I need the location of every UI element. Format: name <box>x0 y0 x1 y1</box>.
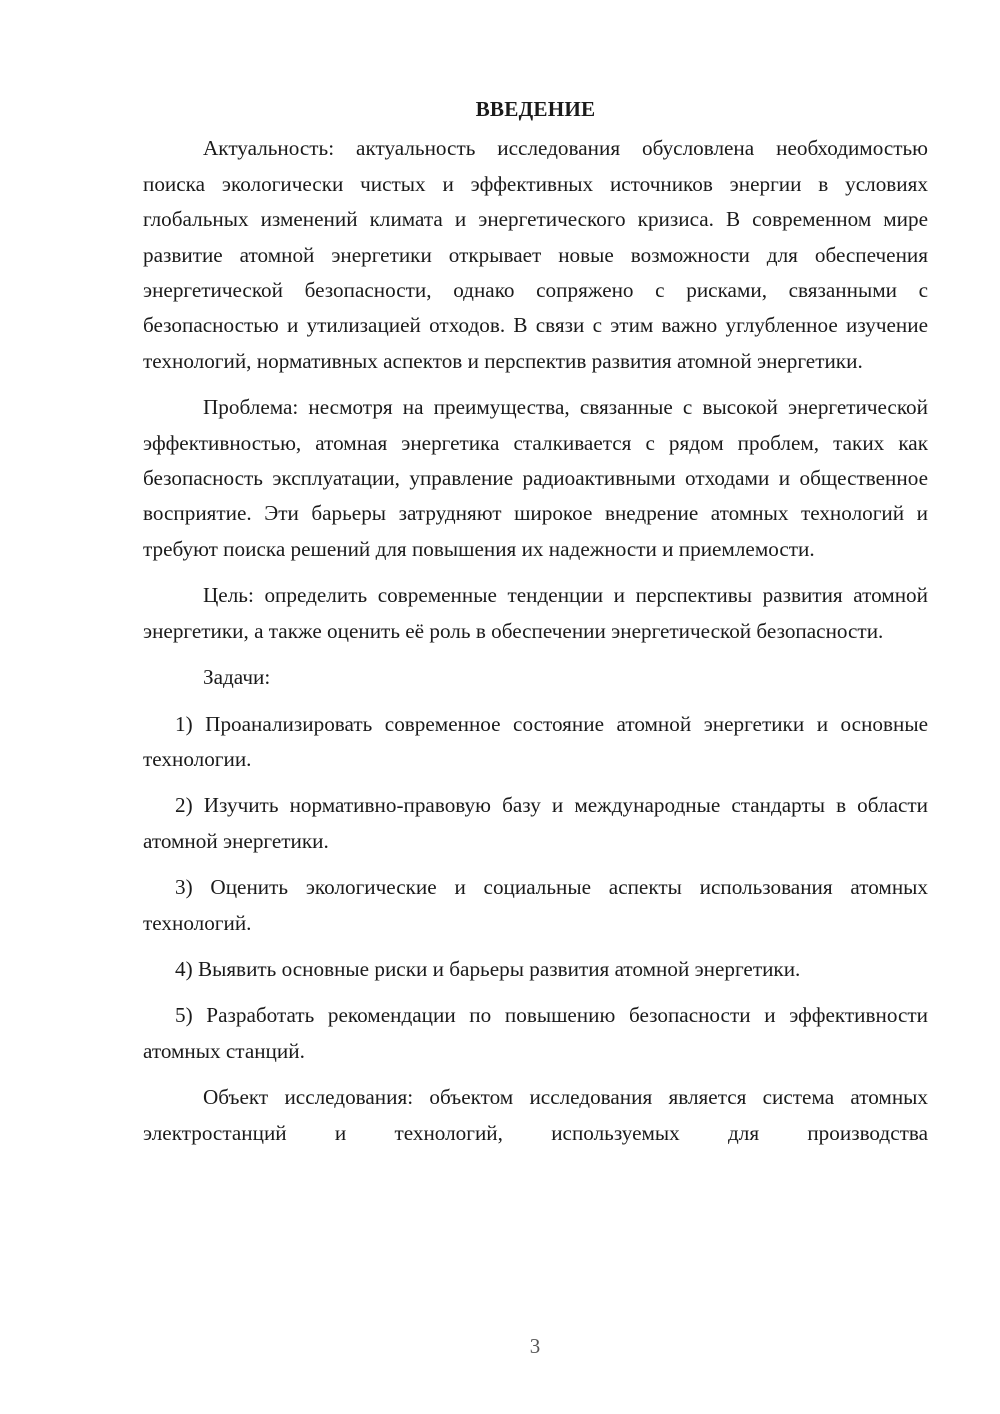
task-item: 1) Проанализировать современное состояние атомной энергетики и основные технологии. <box>143 711 928 771</box>
task-item: 5) Разработать рекомендации по повышению безопасности и эффективности атомных станций. <box>143 1003 928 1063</box>
paragraph-relevance: Актуальность: актуальность исследования обусловлена необходимостью поиска экологически чистых и эффективных источников энергии в условиях глобальных изменений климата и энергетического кризиса. В современном мире развитие атомной энергетики открывает новые возможности для обеспечения энергетической безопасности, однако сопряжено с рисками, связанными с безопасностью и утилизацией отходов. В связи с этим важно углубленное изучение технологий, нормативных аспектов и перспектив развития атомной энергетики. <box>143 136 928 373</box>
page-number: 3 <box>529 1334 541 1358</box>
document-page <box>143 92 928 1162</box>
paragraph-problem: Проблема: несмотря на преимущества, связанные с высокой энергетической эффективностью, атомная энергетика сталкивается с рядом проблем, таких как безопасность эксплуатации, управление радиоактивными отходами и общественное восприятие. Эти барьеры затрудняют широкое внедрение атомных технологий и требуют поиска решений для повышения их надежности и приемлемости. <box>143 395 928 561</box>
paragraph-object: Объект исследования: объектом исследования является система атомных электростанций и технологий, используемых для производства <box>143 1085 928 1145</box>
paragraph-goal: Цель: определить современные тенденции и перспективы развития атомной энергетики, а также оценить её роль в обеспечении энергетической безопасности. <box>143 583 928 643</box>
task-item: 4) Выявить основные риски и барьеры развития атомной энергетики. <box>175 956 801 981</box>
section-title: ВВЕДЕНИЕ <box>475 97 596 121</box>
task-item: 3) Оценить экологические и социальные аспекты использования атомных технологий. <box>143 875 928 935</box>
paragraph-tasks-heading: Задачи: <box>203 665 271 690</box>
task-item: 2) Изучить нормативно-правовую базу и международные стандарты в области атомной энергетики. <box>143 793 928 853</box>
